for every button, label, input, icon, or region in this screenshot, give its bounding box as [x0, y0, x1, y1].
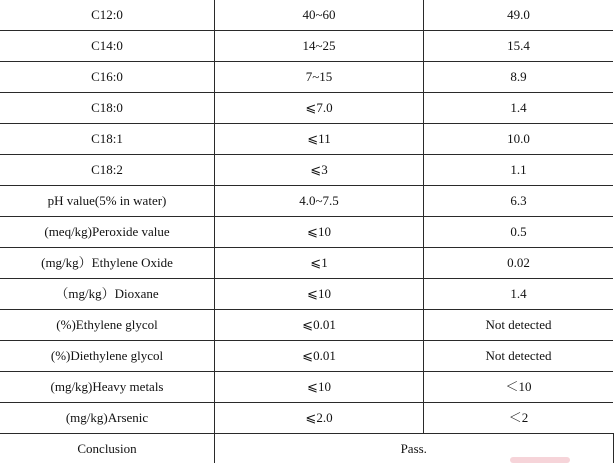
- item-cell: （mg/kg）Dioxane: [0, 279, 215, 310]
- result-cell: 1.1: [424, 155, 614, 186]
- spec-cell: ⩽3: [215, 155, 424, 186]
- table-row: [0, 0, 613, 31]
- spec-cell: 7~15: [215, 62, 424, 93]
- spec-cell: ⩽10: [215, 279, 424, 310]
- spec-cell: 4.0~7.5: [215, 186, 424, 217]
- spec-cell: ⩽10: [215, 217, 424, 248]
- result-cell: 0.5: [424, 217, 614, 248]
- spec-cell: ⩽7.0: [215, 93, 424, 124]
- item-cell: C16:0: [0, 62, 215, 93]
- table-row: [0, 403, 613, 434]
- table-row: [0, 155, 613, 186]
- table-row: [0, 310, 613, 341]
- result-cell: 49.0: [424, 0, 614, 31]
- result-cell: 6.3: [424, 186, 614, 217]
- table-row: [0, 93, 613, 124]
- item-cell: (%)Diethylene glycol: [0, 341, 215, 372]
- result-cell: 1.4: [424, 279, 614, 310]
- spec-cell: ⩽1: [215, 248, 424, 279]
- result-cell: Not detected: [424, 341, 614, 372]
- item-cell: C14:0: [0, 31, 215, 62]
- table-row: [0, 372, 613, 403]
- item-cell: pH value(5% in water): [0, 186, 215, 217]
- table-row: [0, 124, 613, 155]
- stamp-mark: [510, 457, 570, 463]
- spec-cell: ⩽2.0: [215, 403, 424, 434]
- result-cell: 10.0: [424, 124, 614, 155]
- table-row: [0, 62, 613, 93]
- item-cell: C18:1: [0, 124, 215, 155]
- spec-cell: ⩽10: [215, 372, 424, 403]
- spec-cell: ⩽11: [215, 124, 424, 155]
- item-cell: (mg/kg)Heavy metals: [0, 372, 215, 403]
- item-cell: (%)Ethylene glycol: [0, 310, 215, 341]
- item-cell: C18:0: [0, 93, 215, 124]
- conclusion-value: Pass.: [215, 434, 614, 463]
- result-cell: ＜2: [424, 403, 614, 434]
- item-cell: (mg/kg)Arsenic: [0, 403, 215, 434]
- result-cell: 0.02: [424, 248, 614, 279]
- table-row: [0, 248, 613, 279]
- table-row: [0, 217, 613, 248]
- spec-cell: 40~60: [215, 0, 424, 31]
- spec-cell: ⩽0.01: [215, 310, 424, 341]
- spec-cell: 14~25: [215, 31, 424, 62]
- table-row: [0, 341, 613, 372]
- result-cell: ＜10: [424, 372, 614, 403]
- conclusion-label: Conclusion: [0, 434, 215, 463]
- item-cell: (mg/kg）Ethylene Oxide: [0, 248, 215, 279]
- spec-cell: ⩽0.01: [215, 341, 424, 372]
- result-cell: 1.4: [424, 93, 614, 124]
- item-cell: (meq/kg)Peroxide value: [0, 217, 215, 248]
- result-cell: Not detected: [424, 310, 614, 341]
- item-cell: C12:0: [0, 0, 215, 31]
- table-row: [0, 186, 613, 217]
- table-row: [0, 31, 613, 62]
- result-cell: 8.9: [424, 62, 614, 93]
- table-row: [0, 279, 613, 310]
- item-cell: C18:2: [0, 155, 215, 186]
- result-cell: 15.4: [424, 31, 614, 62]
